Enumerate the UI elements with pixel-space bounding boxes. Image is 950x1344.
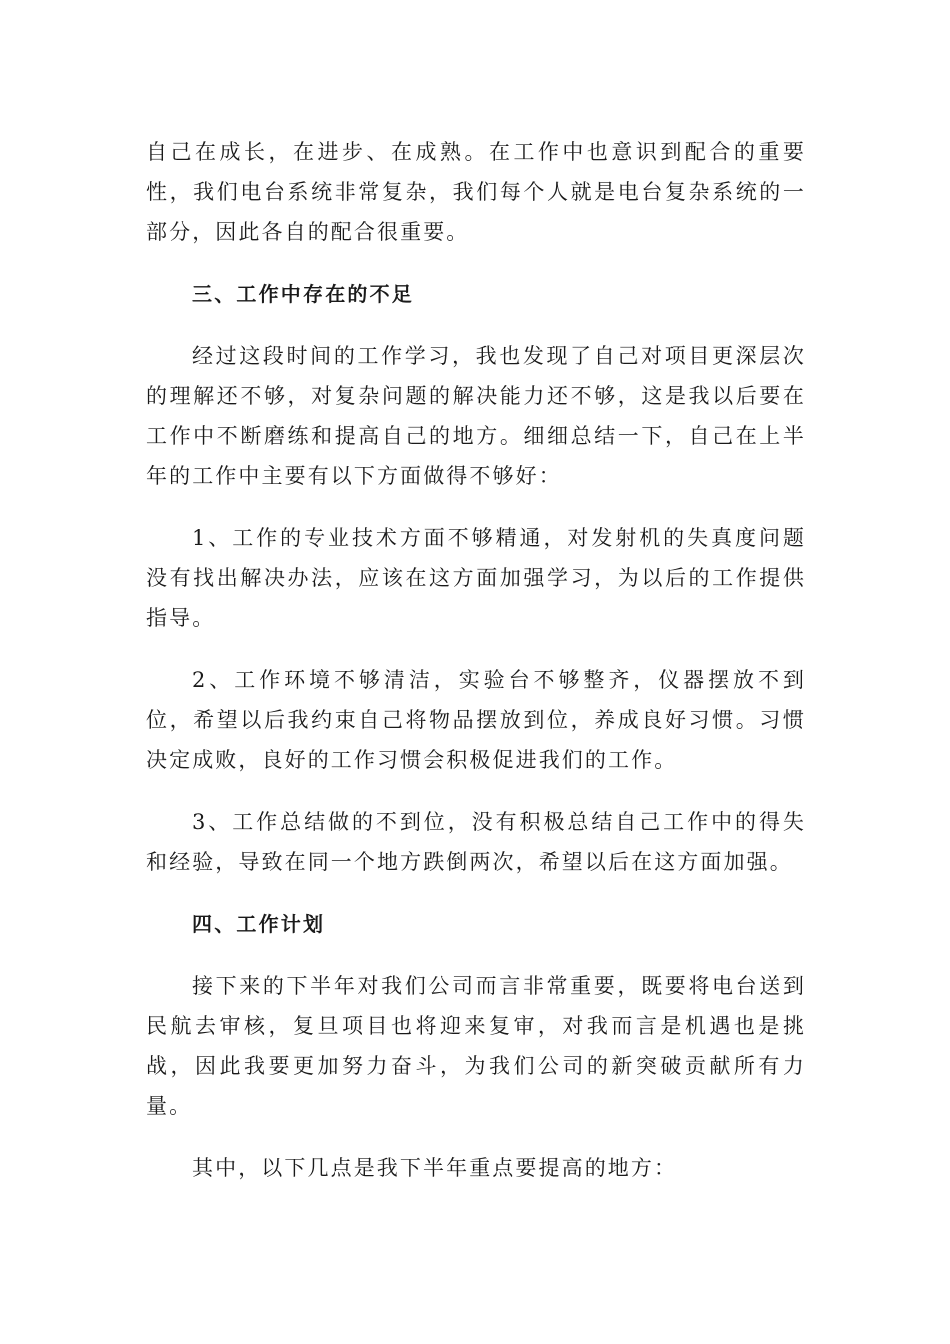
paragraph-intro-continued: 自己在成长，在进步、在成熟。在工作中也意识到配合的重要性，我们电台系统非常复杂，我们每个人就是电台复杂系统的一部分，因此各自的配合很重要。: [146, 140, 806, 244]
section-heading-plan: 四、工作计划: [192, 912, 326, 936]
document-body: [146, 132, 806, 1188]
list-item-2: 2、工作环境不够清洁，实验台不够整齐，仪器摆放不到位，希望以后我约束自己将物品摆放到位，养成良好习惯。习惯决定成败，良好的工作习惯会积极促进我们的工作。: [146, 668, 806, 772]
paragraph-shortcomings: 经过这段时间的工作学习，我也发现了自己对项目更深层次的理解还不够，对复杂问题的解决能力还不够，这是我以后要在工作中不断磨练和提高自己的地方。细细总结一下，自己在上半年的工作中主要有以下方面做得不够好：: [146, 344, 806, 488]
list-item-3: 3、工作总结做的不到位，没有积极总结自己工作中的得失和经验，导致在同一个地方跌倒两次，希望以后在这方面加强。: [146, 810, 806, 874]
paragraph-plan: 接下来的下半年对我们公司而言非常重要，既要将电台送到民航去审核，复旦项目也将迎来复审，对我而言是机遇也是挑战，因此我要更加努力奋斗，为我们公司的新突破贡献所有力量。: [146, 974, 806, 1118]
list-item-1: 1、工作的专业技术方面不够精通，对发射机的失真度问题没有找出解决办法，应该在这方面加强学习，为以后的工作提供指导。: [146, 526, 806, 630]
section-heading-shortcomings: 三、工作中存在的不足: [192, 282, 414, 306]
paragraph-points-intro: 其中，以下几点是我下半年重点要提高的地方：: [192, 1156, 678, 1180]
